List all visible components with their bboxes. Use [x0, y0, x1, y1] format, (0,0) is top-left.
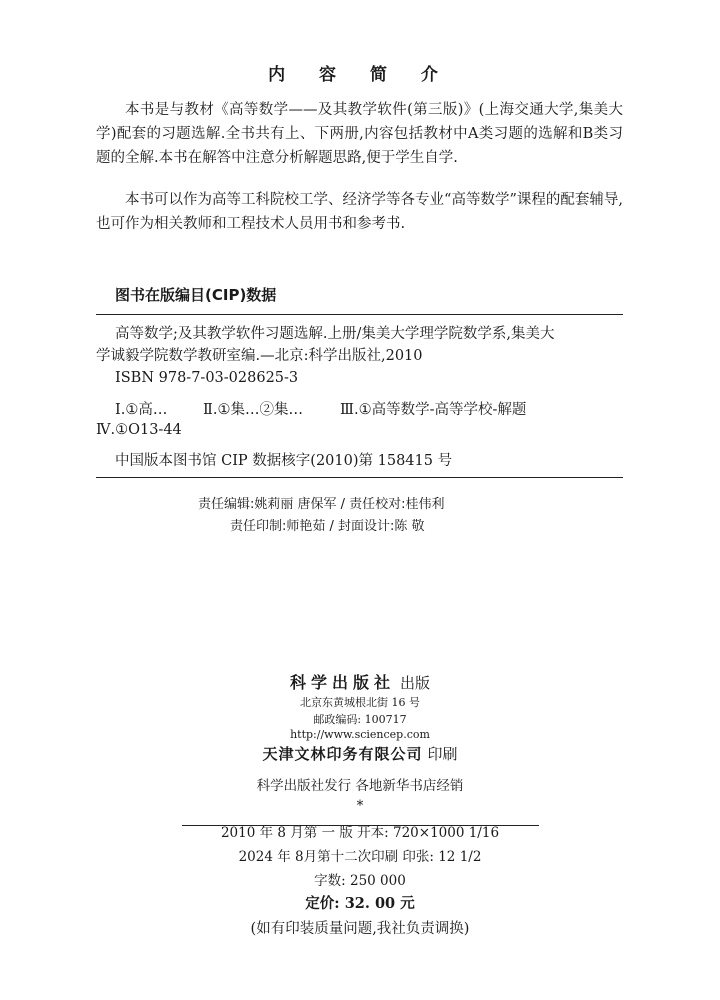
publisher-name: 科学出版社	[289, 673, 395, 692]
cip-top-rule	[96, 314, 623, 315]
cip-class-1: Ⅰ.①高…	[115, 402, 168, 418]
credits-line-2: 责任印制:师艳茹 / 封面设计:陈 敬	[230, 519, 425, 534]
quality-notice: (如有印装质量问题,我社负责调换)	[250, 921, 470, 937]
publisher-line	[0, 670, 720, 693]
publisher-url: http://www.sciencep.com	[290, 728, 430, 741]
printer-line	[0, 743, 720, 764]
edition-reprint: 2024 年 8月第十二次印刷 印张: 12 1/2	[238, 849, 482, 865]
printer-suffix: 印刷	[427, 745, 458, 763]
cip-class-4: Ⅳ.①O13-44	[96, 422, 182, 438]
distribution: 科学出版社发行 各地新华书店经销	[256, 778, 464, 794]
price: 定价: 32. 00 元	[305, 895, 415, 912]
separator-star: *	[356, 798, 364, 814]
cip-isbn: ISBN 978-7-03-028625-3	[115, 370, 299, 386]
cip-line-1: 高等数学;及其教学软件习题选解.上册/集美大学理学院数学系,集美大	[115, 326, 555, 342]
page-title: 内 容 简 介	[268, 65, 452, 85]
publisher-address: 北京东黄城根北街 16 号	[300, 696, 420, 709]
edition-first: 2010 年 8 月第 一 版 开本: 720×1000 1/16	[220, 825, 500, 841]
intro-paragraph-1: 本书是与教材《高等数学——及其教学软件(第三版)》(上海交通大学,集美大学)配套的习题选解.全书共有上、下两册,内容包括教材中A类习题的选解和B类习题的全解.本书在解答中注意分析解题思路,便于学生自学.	[96, 102, 623, 166]
cip-class-3: Ⅲ.①高等数学-高等学校-解题	[340, 402, 527, 418]
intro-paragraph-2: 本书可以作为高等工科院校工学、经济学等各专业“高等数学”课程的配套辅导,也可作为相关教师和工程技术人员用书和参考书.	[96, 192, 623, 232]
publisher-postcode: 邮政编码: 100717	[313, 713, 407, 726]
publisher-suffix: 出版	[400, 674, 431, 692]
cip-record: 中国版本图书馆 CIP 数据核字(2010)第 158415 号	[115, 453, 453, 469]
printer-name: 天津文林印务有限公司	[262, 745, 423, 763]
cip-line-2: 学诚毅学院数学教研室编.—北京:科学出版社,2010	[96, 348, 423, 364]
cip-heading: 图书在版编目(CIP)数据	[115, 286, 277, 304]
word-count: 字数: 250 000	[314, 873, 406, 889]
credits-line-1: 责任编辑:姚莉丽 唐保军 / 责任校对:桂伟利	[198, 497, 445, 512]
cip-bottom-rule	[96, 477, 623, 478]
cip-class-2: Ⅱ.①集…②集…	[203, 402, 303, 418]
